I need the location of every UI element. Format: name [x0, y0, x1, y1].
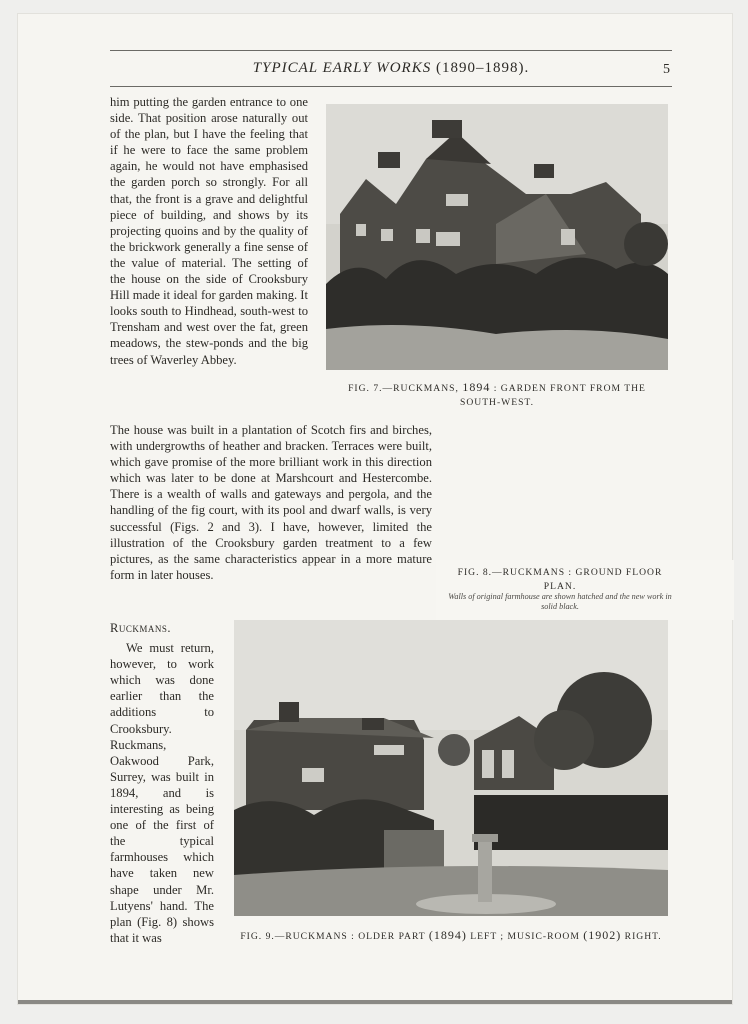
paragraph-garden-front: him putting the garden entrance to one side. That position arose naturally out of the plan, but I have the feeling that if he were to face the same problem again, he would not have emphasised the garden porch so strongly. For all that, the front is a grave and delightful piece of building, and shows by its projecting quoins and by the quality of the brickwork generally a fine sense of the value of material. The setting of the house on the side of Crooksbury Hill made it ideal for garden making. It looks south to Hindhead, south-west to Trensham and west over the fat, green meadows, the stew-ponds and the big trees of Waverley Abbey.	[110, 95, 308, 367]
header-rule-bottom	[110, 86, 672, 87]
fig9-caption	[234, 928, 668, 944]
fig7-caption-year: 1894	[462, 380, 491, 394]
fig8-caption: FIG. 8.—RUCKMANS : GROUND FLOOR PLAN.	[457, 567, 663, 592]
running-header	[110, 60, 672, 77]
fig9-caption-b: LEFT ; MUSIC-ROOM	[470, 931, 580, 942]
fig7-caption-b: : GARDEN FRONT FROM THE SOUTH-WEST.	[460, 383, 646, 408]
fig8-subcaption: Walls of original farmhouse are shown hatched and the new work in solid black.	[448, 592, 672, 611]
body-text-column-b	[110, 422, 432, 583]
page-bottom-edge	[18, 1000, 732, 1004]
fig7-caption-a: FIG. 7.—RUCKMANS,	[348, 383, 459, 394]
paragraph-plantation: The house was built in a plantation of Scotch firs and birches, with undergrowths of heather and bracken. Terraces were built, which gave promise of the more brilliant work in this direction which was later to be done at Marshcourt and Hestercombe. There is a wealth of walls and gateways and pergola, and the handling of the fig court, with its pool and dwarf walls, is very successful (Figs. 2 and 3). I have, however, limited the illustration of the Crooksbury garden treatment to a few pictures, as the same characteristics appear in a more mature form in later houses.	[110, 423, 432, 582]
fig9-caption-c: RIGHT.	[624, 931, 662, 942]
section-heading-ruckmans: Ruckmans.	[110, 621, 172, 635]
fig9-caption-a: FIG. 9.—RUCKMANS : OLDER PART	[240, 931, 426, 942]
fig7-caption	[326, 380, 668, 410]
page-number: 5	[663, 62, 670, 77]
body-text-column-a	[110, 94, 308, 368]
fig7-photo-garden-front	[326, 104, 668, 370]
paragraph-ruckmans: We must return, however, to work which was done earlier than the additions to Crooksbury. Ruckmans, Oakwood Park, Surrey, was built in 1894, and is interesting as being one of the first of the typical farmhouses which have taken new shape under Mr. Lutyens' hand. The plan (Fig. 8) shows that it was	[110, 641, 214, 945]
fig9-caption-year1: (1894)	[428, 928, 467, 942]
header-years: (1890–1898).	[435, 60, 530, 76]
fig9-caption-year2: (1902)	[583, 928, 622, 942]
header-title-text: TYPICAL EARLY WORKS	[252, 60, 432, 76]
fig9-photo-older-part-music-room	[234, 620, 668, 916]
header-rule-top	[110, 50, 672, 51]
body-text-column-c	[110, 620, 214, 946]
